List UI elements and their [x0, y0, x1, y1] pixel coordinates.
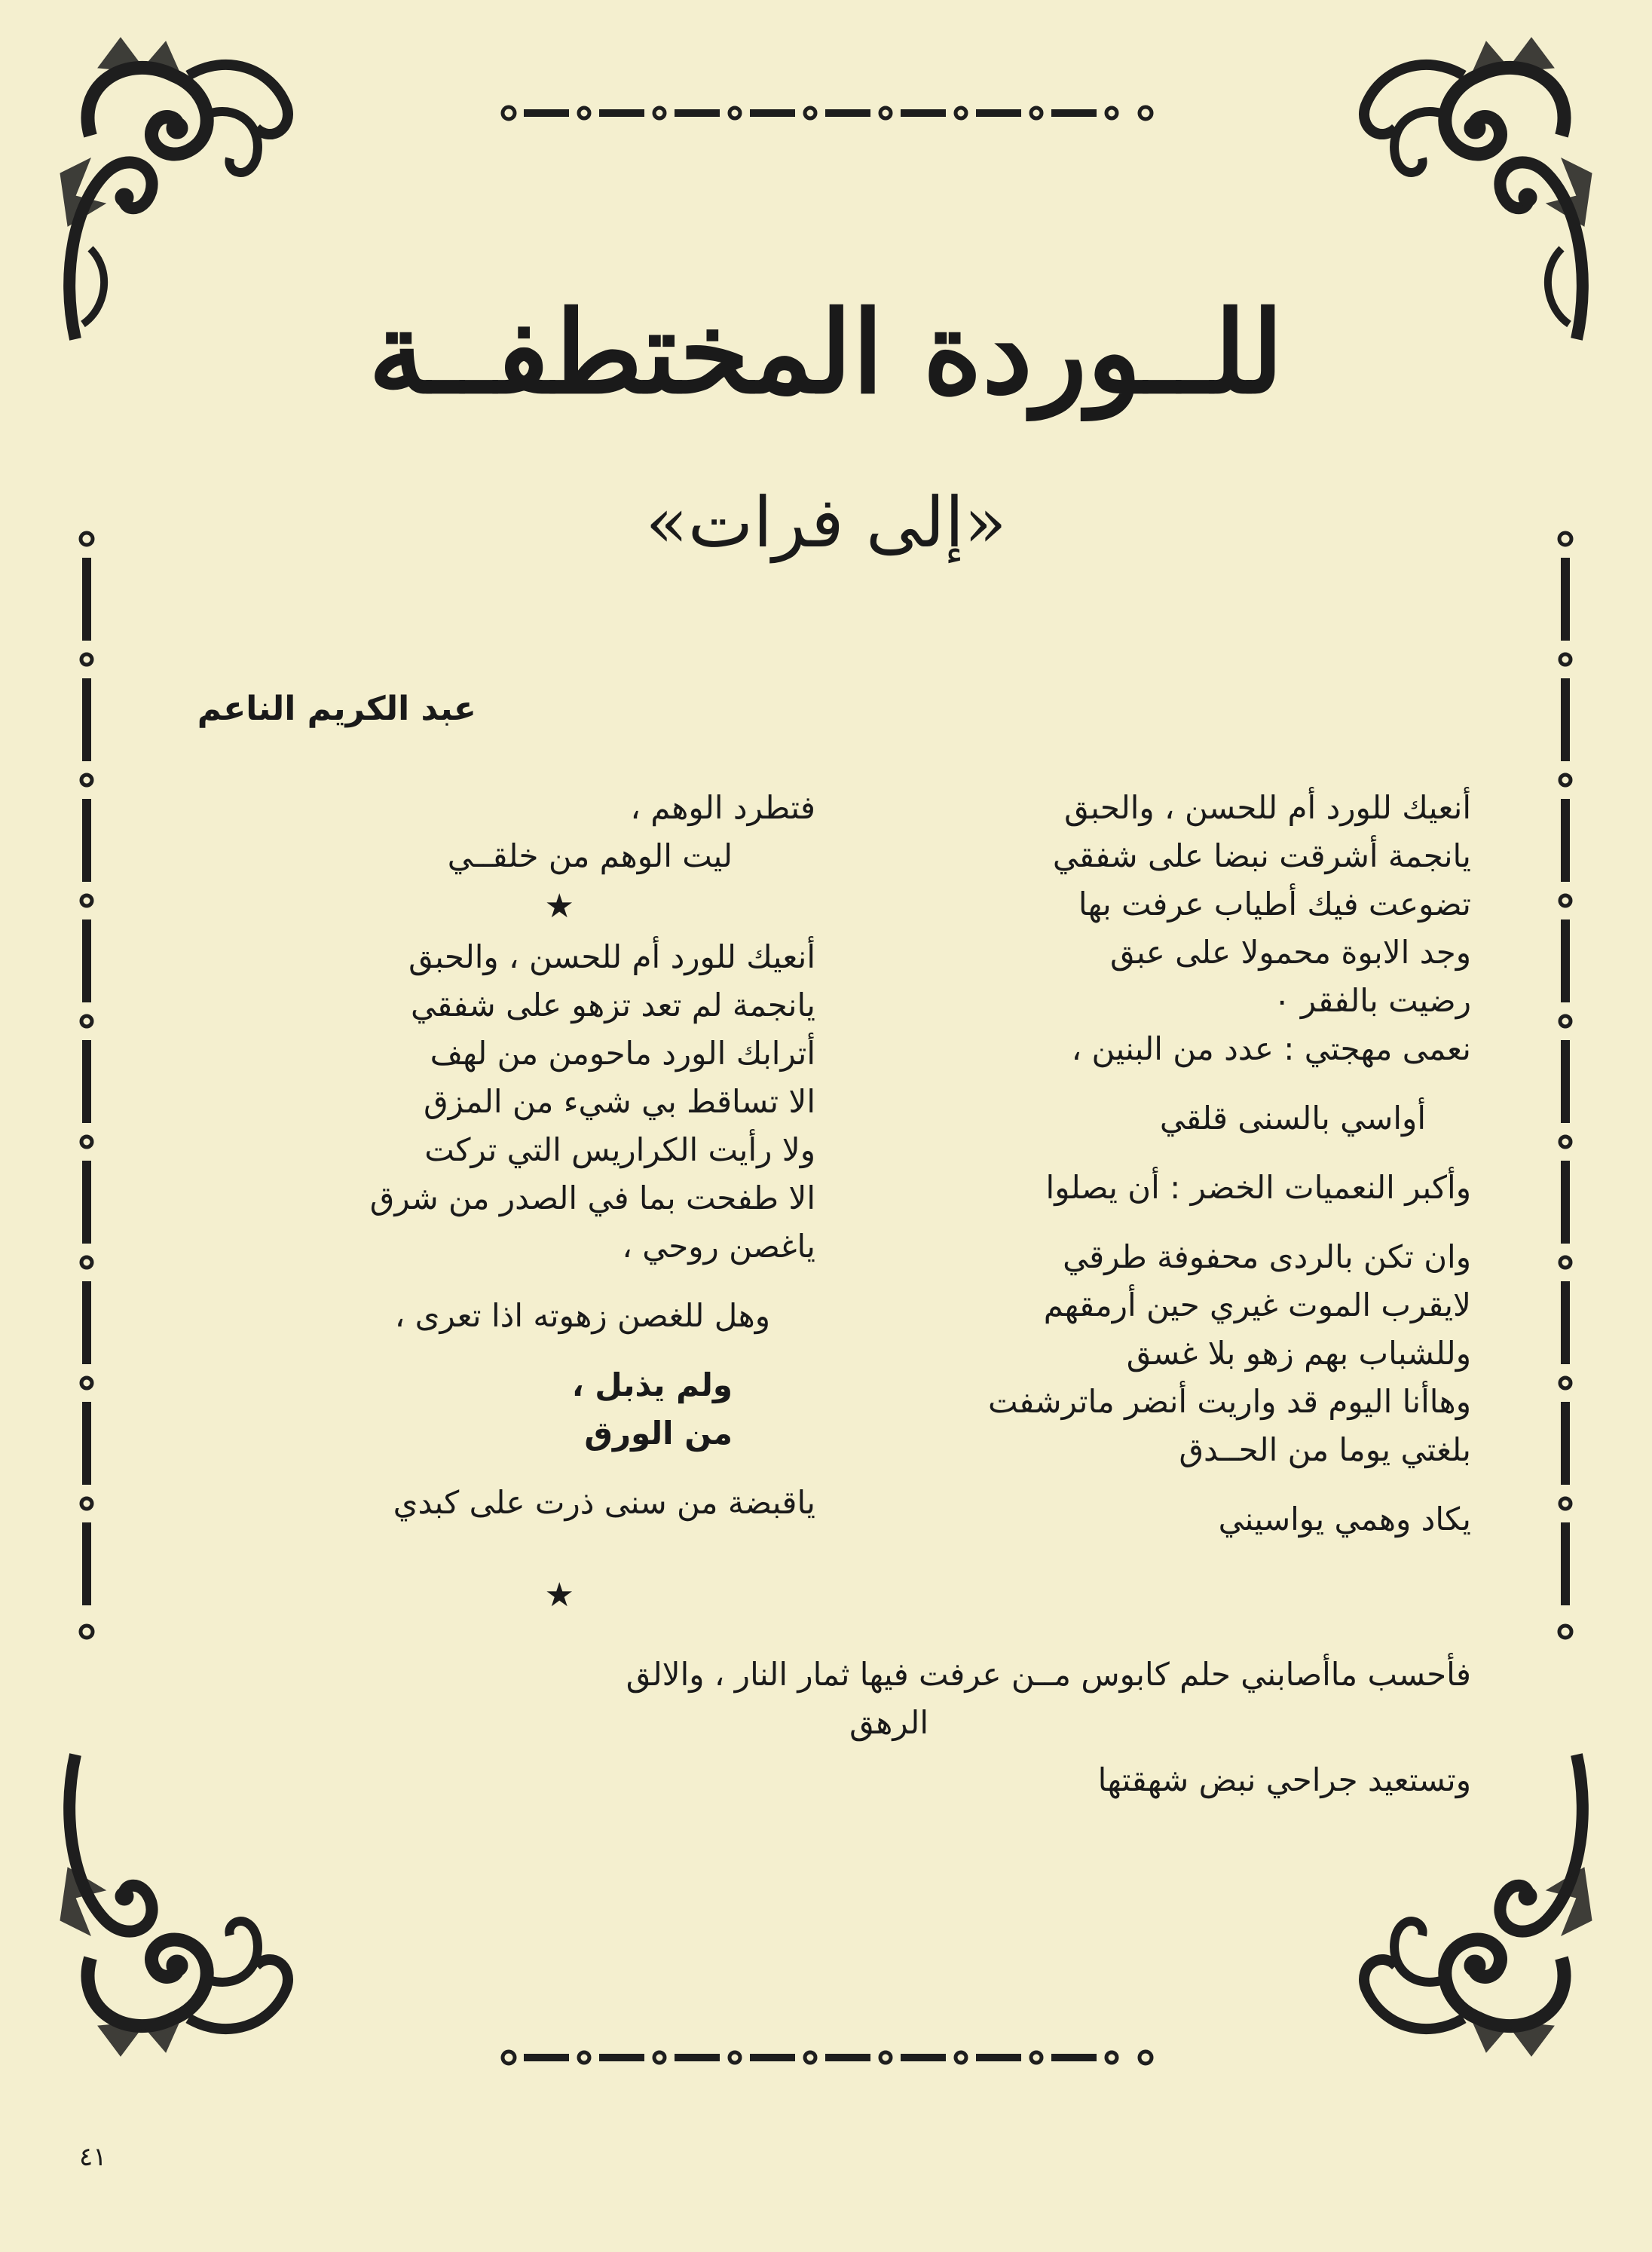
verse-line: ياغصن روحي ،: [622, 1228, 815, 1265]
verse-line: وللشباب بهم زهو بلا غسق: [1126, 1335, 1471, 1372]
ornament-corner-top-right: [1335, 23, 1607, 369]
poem-dedication: «إلى فرات»: [645, 482, 1007, 563]
verse-line: فتطرد الوهم ،: [630, 789, 815, 826]
verse-line: من الورق: [584, 1415, 733, 1452]
verse-line: يكاد وهمي يواسيني: [1218, 1501, 1471, 1538]
verse-line: بلغتي يوما من الحــدق: [1179, 1431, 1471, 1468]
ornament-corner-top-left: [45, 23, 317, 369]
verse-line: أنعيك للورد أم للحسن ، والحبق: [1064, 789, 1471, 826]
verse-line: وجد الابوة محمولا على عبق: [1110, 934, 1471, 971]
verse-line: أنعيك للورد أم للحسن ، والحبق: [408, 938, 815, 975]
ornament-border-left: [75, 528, 98, 1658]
verse-line: وهل للغصن زهوته اذا تعرى ،: [394, 1297, 770, 1334]
verse-line: ولا رأيت الكراريس التي تركت: [424, 1131, 815, 1168]
poem-long-verse: [626, 1651, 1471, 1804]
verse-line: يانجمة أشرقت نبضا على شفقي: [1052, 837, 1471, 874]
verse-line: الا طفحت بما في الصدر من شرق: [369, 1180, 815, 1216]
verse-line: فأحسب ماأصابني حلم كابوس مــن عرفت فيها ثمار النار ، والالق: [626, 1656, 1471, 1693]
author-name: عبد الكريم الناعم: [197, 690, 476, 728]
poem-column-left: [273, 784, 815, 1622]
verse-line: أترابك الورد ماحومن من لهف: [430, 1035, 815, 1072]
ornament-border-right: [1554, 528, 1577, 1658]
verse-line: يانجمة لم تعد تزهو على شفقي: [411, 987, 815, 1023]
poem-title: للــوردة المختطفــة: [368, 286, 1284, 419]
verse-line: وأكبر النعميات الخضر : أن يصلوا: [1045, 1169, 1471, 1206]
verse-line: الا تساقط بي شيء من المزق: [424, 1083, 815, 1120]
section-star-icon: ★: [544, 887, 574, 926]
poem-column-right: [853, 784, 1471, 1544]
verse-line: الرهق: [849, 1704, 928, 1741]
verse-line: وتستعيد جراحي نبض شهقتها: [1097, 1761, 1471, 1798]
ornament-border-top: [497, 98, 1161, 128]
section-star-icon: ★: [544, 1576, 574, 1614]
verse-line: رضيت بالفقر ٠: [1273, 982, 1471, 1019]
verse-line: ولم يذبل ،: [571, 1366, 733, 1403]
page-number: ٤١: [79, 2142, 107, 2172]
ornament-border-bottom: [497, 2042, 1161, 2073]
verse-line: أواسي بالسنى قلقي: [1159, 1100, 1426, 1137]
verse-line: نعمى مهجتي : عدد من البنين ،: [1071, 1030, 1471, 1067]
ornament-corner-bottom-left: [45, 1724, 317, 2071]
verse-line: لايقرب الموت غيري حين أرمقهم: [1043, 1287, 1471, 1323]
verse-line: ليت الوهم من خلقــي: [447, 837, 733, 874]
verse-line: تضوعت فيك أطياب عرفت بها: [1078, 886, 1471, 923]
verse-line: ياقبضة من سنى ذرت على كبدي: [393, 1484, 815, 1521]
verse-line: وهاأنا اليوم قد واريت أنضر ماترشفت: [987, 1383, 1471, 1420]
verse-line: وان تكن بالردى محفوفة طرقي: [1063, 1238, 1471, 1275]
